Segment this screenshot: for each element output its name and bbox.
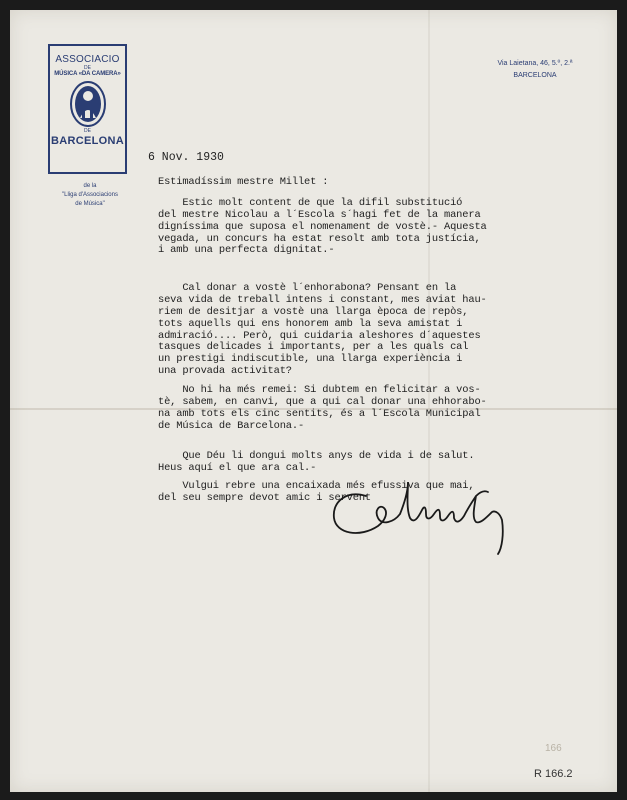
handwritten-signature: [326, 462, 526, 562]
letter-line: tè, sabem, en canvi, que a qui cal donar una ehhorabo-: [158, 396, 487, 409]
letterhead-liga: [40, 182, 140, 209]
letterhead-line2: MÚSICA «DA CAMERA»: [54, 71, 121, 77]
letter-line: No hi ha més remei: Si dubtem en felicitar a vos-: [158, 384, 481, 397]
liga-line1: de la: [83, 183, 97, 189]
address-street: Via Laietana, 46, 5.º, 2.ª: [497, 60, 573, 67]
letter-line: Estic molt content de que la difil substitució: [158, 196, 463, 209]
letter-date: 6 Nov. 1930: [148, 151, 224, 164]
letter-line: i amb una perfecta dignitat.-: [158, 244, 335, 257]
letterhead-line1: ASSOCIACIO: [55, 54, 120, 65]
letterhead-logo: [48, 44, 127, 174]
letterhead-de2: DE: [84, 128, 91, 134]
letter-line: Que Déu li dongui molts anys de vida i de salut.: [158, 449, 475, 462]
letterhead-de1: DE: [84, 65, 91, 71]
letter-line: Vulgui rebre una encaixada més efussiva que mai,: [158, 480, 475, 493]
letter-line: admiració.... Però, qui cuidaria aleshores d´aquestes: [158, 329, 481, 342]
letter-line: del mestre Nicolau a l´Escola s´hagi fet de la manera: [158, 208, 481, 221]
letterhead-line3: BARCELONA: [51, 135, 124, 147]
letter-line: Cal donar a vostè l´enhorabona? Pensant en la: [158, 281, 457, 294]
letter-line: Heus aquí el que ara cal.-: [158, 461, 317, 474]
liga-line3: de Música": [75, 201, 105, 207]
letter-line: digníssima que suposa el nomenament de vostè.- Aquesta: [158, 220, 487, 233]
archive-number: R 166.2: [534, 768, 573, 780]
letter-line: un prestigi indiscutible, una llarga experiència i: [158, 353, 463, 366]
address-city: BARCELONA: [513, 72, 557, 79]
letter-line: de Música de Barcelona.-: [158, 419, 305, 432]
letter-line: vegada, un concurs ha estat resolt amb tota justícia,: [158, 232, 481, 245]
letter-line: tots aquells qui ens honorem amb la seva amistat i: [158, 317, 463, 330]
salutation: Estimadíssim mestre Millet :: [158, 176, 329, 188]
letter-line: del seu sempre devot amic i servent: [158, 491, 371, 504]
letter-line: na amb tots els cinc sentits, és a l´Escola Municipal: [158, 408, 481, 421]
letterhead-address: [480, 58, 590, 82]
letter-line: tasques delicades i importants, per a les quals cal: [158, 341, 469, 354]
letter-line: riem de desitjar a vostè una llarga època de repòs,: [158, 305, 469, 318]
letter-line: seva vida de treball intens i constant, mes aviat hau-: [158, 293, 487, 306]
liga-line2: "Lliga d'Associacions: [62, 192, 118, 198]
saint-cecilia-emblem-icon: [68, 80, 108, 128]
faint-pencil-number: 166: [545, 743, 562, 754]
letter-line: una provada activitat?: [158, 365, 292, 378]
